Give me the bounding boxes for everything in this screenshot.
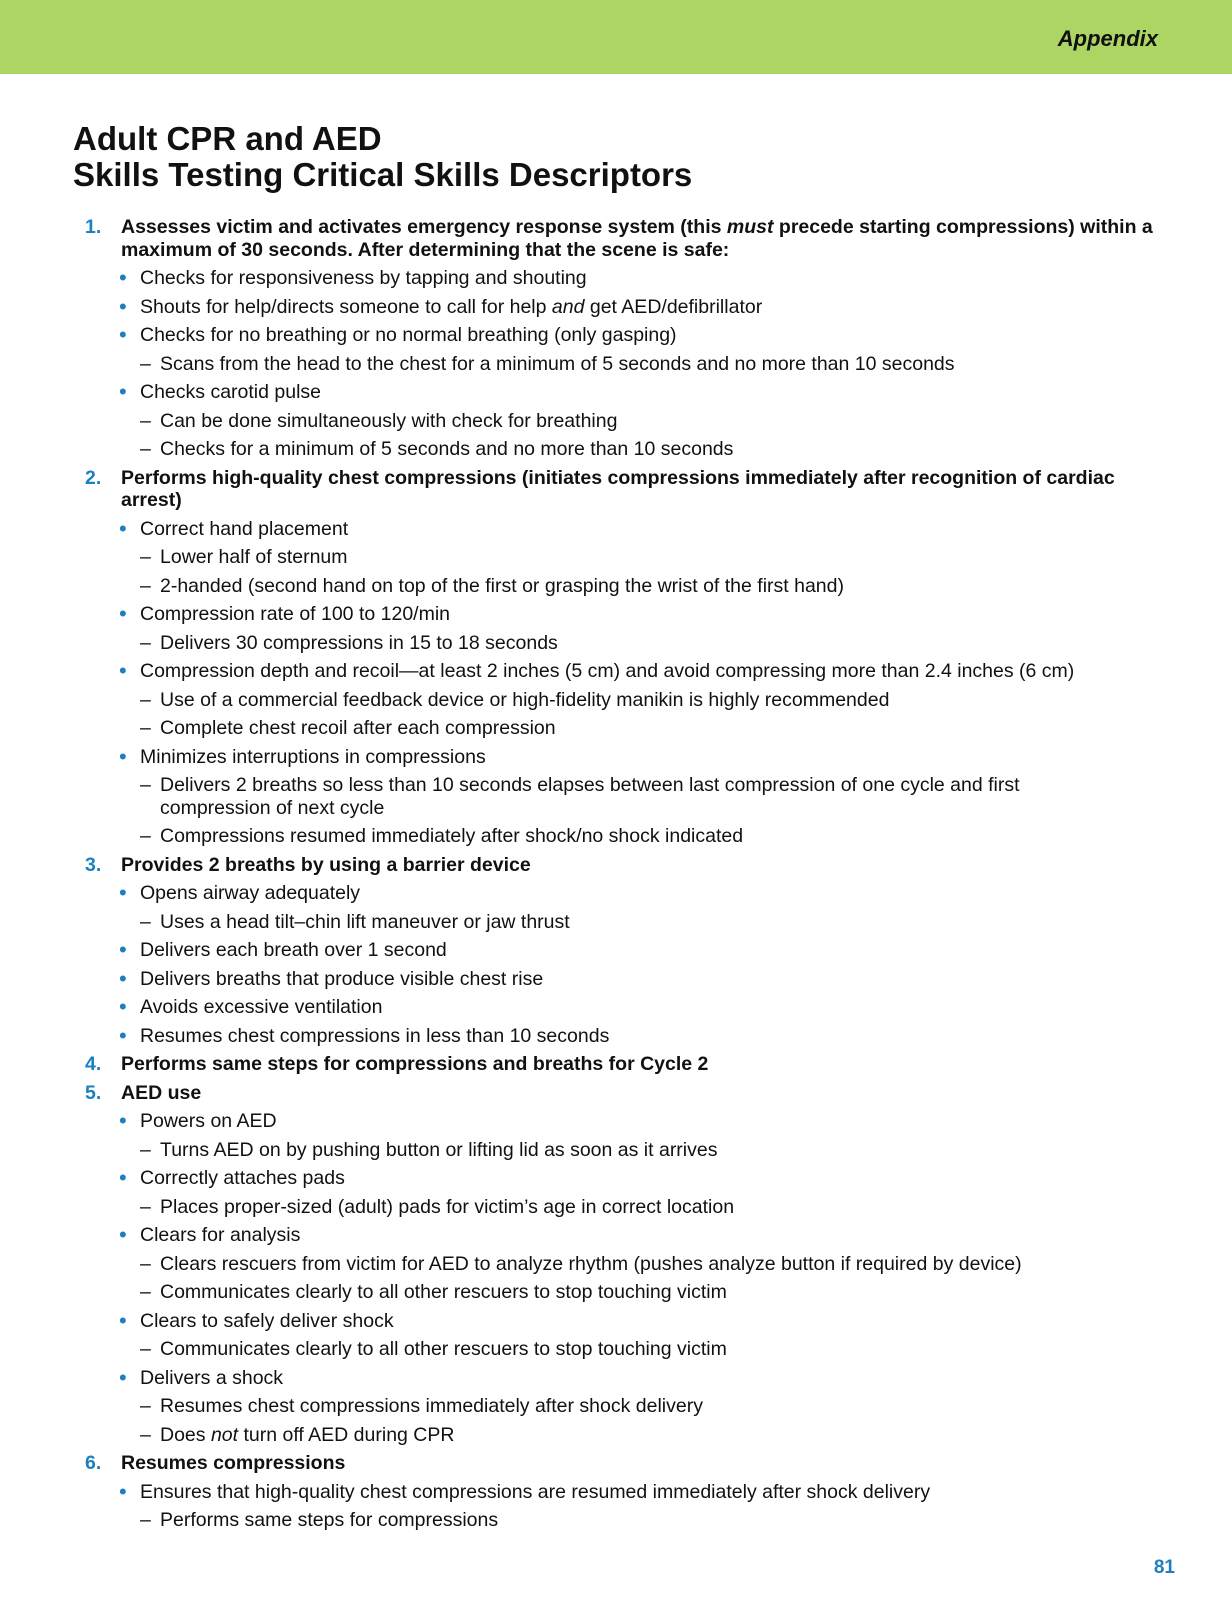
dash-icon: – [140,574,151,597]
sub-item: – Communicates clearly to all other rescuers to stop touching victim [140,1281,727,1303]
step-number: 6. [85,1452,102,1474]
sub-item: – Does not turn off AED during CPR [140,1423,455,1446]
bullet-icon: • [119,1364,127,1390]
page-number: 81 [1153,1557,1175,1578]
sub-item: – Compressions resumed immediately after shock/no shock indicated [140,825,744,847]
bullet-icon: • [119,658,127,683]
list-item: • Ensures that high-quality chest compressions are resumed immediately after shock delivery [119,1478,931,1504]
list-item: • Shouts for help/directs someone to call for help and get AED/defibrillator [119,293,763,319]
dash-icon: – [140,1281,151,1303]
list-item: • Checks carotid pulse [119,379,322,404]
bullet-icon: • [119,937,127,962]
list-item: • Delivers a shock [119,1364,284,1390]
step-1-text-em: must [726,216,774,238]
dash-icon: – [140,1395,151,1417]
sub-item: – Uses a head tilt–chin lift maneuver or jaw thrust [140,910,570,933]
bullet-icon: • [119,743,127,769]
dash-icon: – [140,1252,151,1275]
step-number: 2. [85,466,102,489]
list-item: • Powers on AED [119,1108,277,1133]
sub-item: – Checks for a minimum of 5 seconds and no more than 10 seconds [140,438,734,460]
dash-icon: – [140,631,151,654]
step-3 [0,854,1232,877]
list-item: • Minimizes interruptions in compressions [119,743,486,769]
dash-icon: – [140,352,151,375]
bullet-icon: • [119,1222,127,1247]
list-item: • Checks for responsiveness by tapping and shouting [119,265,587,290]
dash-icon: – [140,1509,151,1531]
list-item: • Opens airway adequately [119,880,361,905]
list-item: • Resumes chest compressions in less than 10 seconds [119,1022,610,1048]
list-item: • Delivers breaths that produce visible chest rise [119,965,544,991]
step-number: 5. [85,1081,102,1104]
sub-item: – 2-handed (second hand on top of the first or grasping the wrist of the first hand) [140,574,844,597]
header-band [0,0,1232,74]
sub-item: – Communicates clearly to all other rescuers to stop touching victim [140,1338,727,1360]
dash-icon: – [140,438,151,460]
bullet-icon: • [119,1478,127,1504]
list-item: • Delivers each breath over 1 second [119,937,447,962]
step-2-text: Performs high-quality chest compressions (initiates compressions immediately after recognition of cardiac arrest) [121,466,1115,511]
sub-item: – Places proper-sized (adult) pads for victim’s age in correct location [140,1195,735,1218]
sub-item: – Complete chest recoil after each compression [140,717,556,739]
sub-item: – Delivers 2 breaths so less than 10 seconds elapses between last compression of one cycle and first compression of next cycle [140,774,1020,819]
bullet-icon: • [119,515,127,541]
page-title [73,121,692,193]
step-4-text: Performs same steps for compressions and breaths for Cycle 2 [121,1053,709,1075]
list-item: • Correct hand placement [119,515,349,541]
bullet-icon: • [119,265,127,290]
dash-icon: – [140,825,151,847]
list-item: • Clears to safely deliver shock [119,1307,394,1333]
dash-icon: – [140,910,151,933]
dash-icon: – [140,409,151,432]
dash-icon: – [140,717,151,739]
sub-item: – Performs same steps for compressions [140,1509,499,1531]
page-title-line-2: Skills Testing Critical Skills Descriptors [73,156,693,193]
sub-item: – Clears rescuers from victim for AED to analyze rhythm (pushes analyze button if required by device) [140,1252,1022,1275]
sub-item: – Turns AED on by pushing button or lifting lid as soon as it arrives [140,1138,718,1161]
step-5 [0,1082,1232,1105]
dash-icon: – [140,1138,151,1161]
sub-item: – Use of a commercial feedback device or high-fidelity manikin is highly recommended [140,688,890,711]
dash-icon: – [140,1338,151,1360]
dash-icon: – [140,774,151,796]
step-1 [0,216,1232,261]
dash-icon: – [140,1423,151,1446]
bullet-icon: • [119,880,127,905]
step-number: 1. [85,216,102,238]
step-number: 3. [85,853,102,876]
step-2 [0,467,1232,512]
sub-item: – Resumes chest compressions immediately after shock delivery [140,1395,703,1417]
sub-item: – Scans from the head to the chest for a minimum of 5 seconds and no more than 10 seconds [140,352,955,375]
dash-icon: – [140,1195,151,1218]
step-6 [0,1452,1232,1475]
step-3-text: Provides 2 breaths by using a barrier device [121,853,531,876]
bullet-icon: • [119,1108,127,1133]
page-title-line-1: Adult CPR and AED [73,120,382,157]
step-5-text: AED use [121,1081,202,1104]
bullet-icon: • [119,322,127,347]
dash-icon: – [140,546,151,568]
list-item: • Checks for no breathing or no normal breathing (only gasping) [119,322,677,347]
sub-item: – Can be done simultaneously with check for breathing [140,409,618,432]
list-item: • Avoids excessive ventilation [119,994,383,1019]
sub-item: – Delivers 30 compressions in 15 to 18 seconds [140,631,558,654]
dash-icon: – [140,688,151,711]
step-1-text-before: Assesses victim and activates emergency response system (this [121,216,727,238]
bullet-icon: • [119,994,127,1019]
bullet-icon: • [119,1022,127,1048]
step-4 [0,1053,1232,1076]
sub-item: – Lower half of sternum [140,546,348,568]
step-6-text: Resumes compressions [121,1452,346,1474]
list-item: • Compression rate of 100 to 120/min [119,601,451,626]
list-item: • Compression depth and recoil—at least 2 inches (5 cm) and avoid compressing more than 2.4 inches (6 cm) [119,658,1075,683]
step-1-text-after: precede starting compressions) within a maximum of 30 seconds. After determining that the scene is safe: [121,216,1153,261]
critical-skills-list [0,216,1232,1538]
list-item: • Correctly attaches pads [119,1165,345,1190]
bullet-icon: • [119,1165,127,1190]
list-item: • Clears for analysis [119,1222,301,1247]
bullet-icon: • [119,601,127,626]
bullet-icon: • [119,1307,127,1333]
bullet-icon: • [119,293,127,319]
step-number: 4. [85,1053,102,1075]
bullet-icon: • [119,379,127,404]
bullet-icon: • [119,965,127,991]
section-label: Appendix [1057,26,1158,51]
